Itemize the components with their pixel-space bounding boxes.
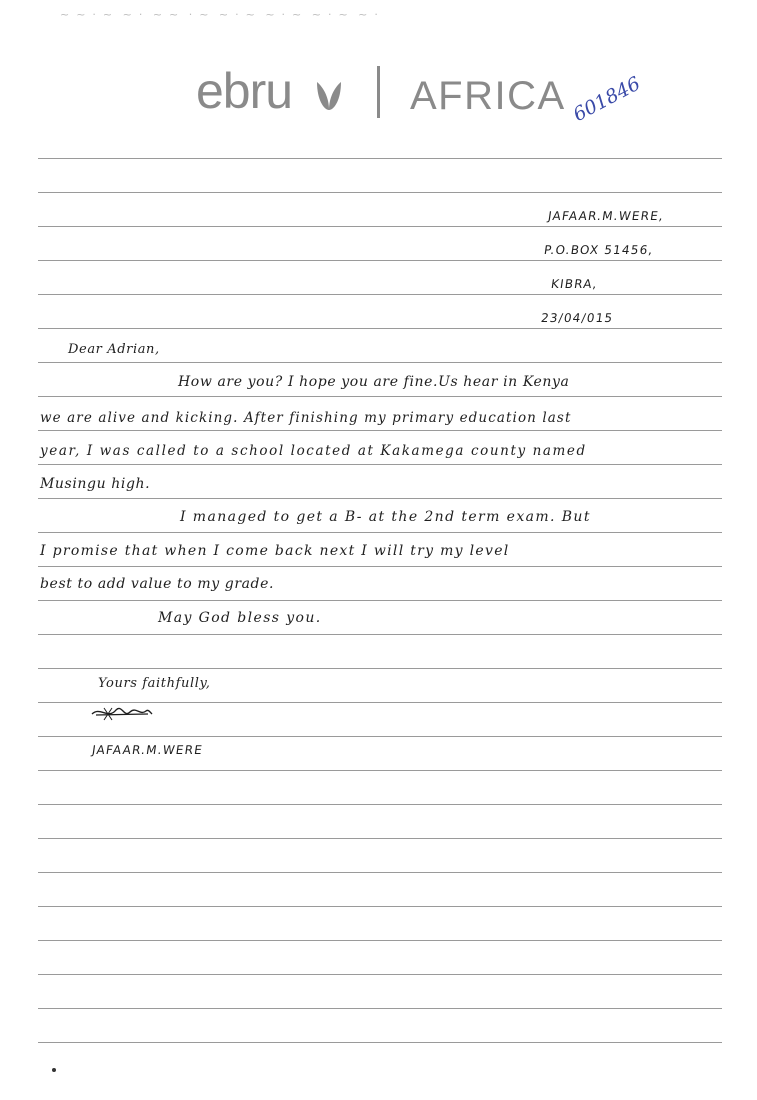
- ruled-line: [38, 192, 722, 193]
- ruled-line: [38, 634, 722, 635]
- ruled-line: [38, 804, 722, 805]
- salutation: Dear Adrian,: [68, 342, 160, 357]
- ink-dot: [52, 1068, 56, 1072]
- body-line: Musingu high.: [40, 476, 151, 492]
- scan-smudge: ~ ~ · ~ ~ · ~ ~ · ~ ~ · ~ ~ · ~ ~ · ~ ~ ·: [60, 8, 378, 21]
- ruled-line: [38, 226, 722, 227]
- ruled-line: [38, 906, 722, 907]
- body-line: we are alive and kicking. After finishing my primary education last: [40, 410, 572, 426]
- body-line: year, I was called to a school located at Kakamega county named: [40, 443, 587, 459]
- ruled-line: [38, 770, 722, 771]
- body-line: I managed to get a B- at the 2nd term exam. But: [180, 509, 591, 525]
- address-po-box: P.O.BOX 51456,: [543, 243, 655, 257]
- ruled-line: [38, 838, 722, 839]
- address-name: JAFAAR.M.WERE,: [547, 209, 665, 223]
- ruled-line: [38, 566, 722, 567]
- address-date: 23/04/015: [540, 311, 615, 325]
- address-town: KIBRA,: [550, 277, 599, 291]
- ruled-line: [38, 1042, 722, 1043]
- stamp-number: 601846: [569, 72, 645, 126]
- ruled-line: [38, 396, 722, 397]
- ebru-leaf-icon: [314, 78, 344, 114]
- ruled-line: [38, 328, 722, 329]
- ruled-line: [38, 532, 722, 533]
- ruled-line: [38, 974, 722, 975]
- ruled-line: [38, 260, 722, 261]
- ruled-line: [38, 430, 722, 431]
- ruled-line: [38, 940, 722, 941]
- ruled-line: [38, 498, 722, 499]
- body-line: How are you? I hope you are fine.Us hear in Kenya: [178, 374, 570, 390]
- blessing-line: May God bless you.: [158, 610, 322, 626]
- ruled-line: [38, 294, 722, 295]
- logo-divider: [377, 66, 380, 118]
- ruled-line: [38, 464, 722, 465]
- ruled-line: [38, 600, 722, 601]
- body-line: best to add value to my grade.: [40, 576, 275, 592]
- ruled-line: [38, 362, 722, 363]
- ruled-line: [38, 736, 722, 737]
- signature-scribble: [90, 702, 154, 724]
- ruled-line: [38, 668, 722, 669]
- signature-name: JAFAAR.M.WERE: [91, 743, 204, 757]
- ruled-line: [38, 1008, 722, 1009]
- logo-region: AFRICA: [410, 74, 566, 118]
- ruled-line: [38, 158, 722, 159]
- ruled-line: [38, 872, 722, 873]
- logo-brand: ebru: [196, 63, 293, 119]
- body-line: I promise that when I come back next I will try my level: [40, 543, 510, 559]
- closing: Yours faithfully,: [98, 676, 211, 691]
